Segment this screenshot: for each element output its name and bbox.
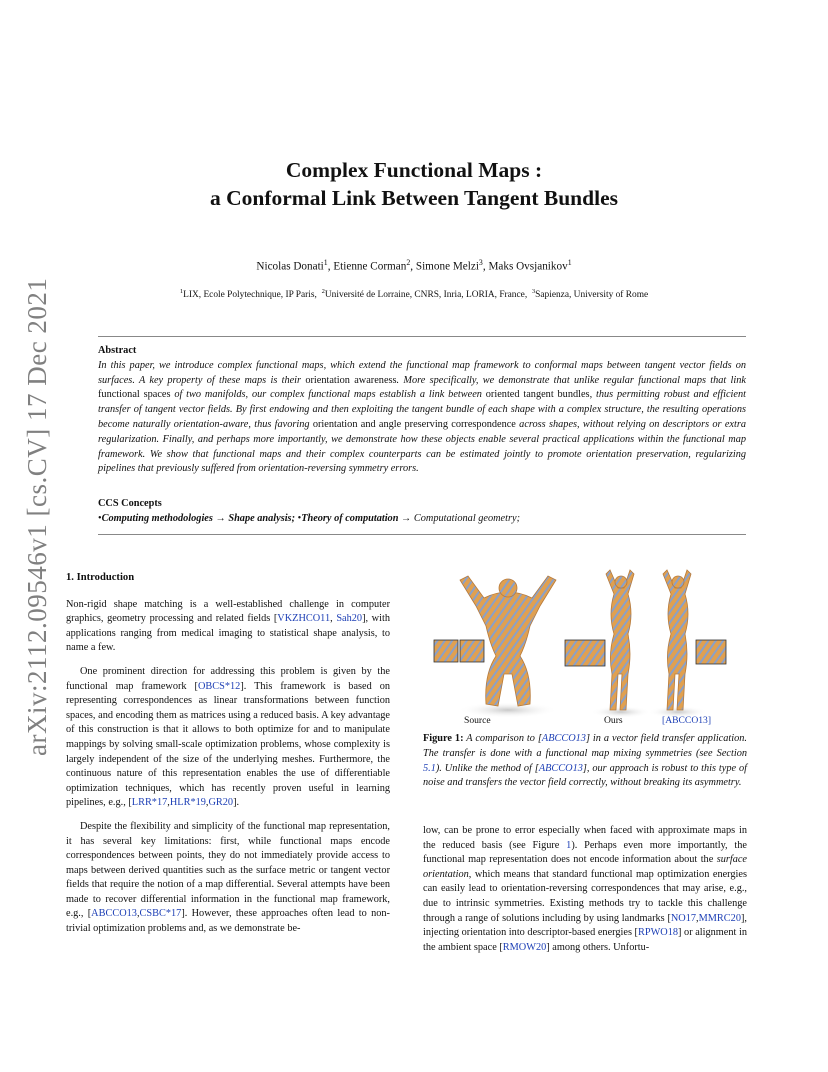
figure-label-source: Source xyxy=(464,715,491,726)
right-column xyxy=(423,824,747,964)
figure-label-reference: [ABCCO13] xyxy=(662,715,712,726)
citation-link[interactable]: Sah20 xyxy=(336,613,363,625)
paragraph: One prominent direction for addressing this problem is given by the functional map framework [OBCS*12]. This framework is based on representing correspondences as linear transformations between function spaces, and encoding them as matrices using a reduced basis. A key advantage of this construction is that it allows to both optimize for and to manipulate mappings by solving small-scale optimization problems, whose complexity is largely independent of the size of the underlying meshes. Furthermore, the continuous nature of this representation enables the use of differentiable optimization techniques, which has recently proven useful in learning pipelines, e.g., [LRR*17,HLR*19,GR20]. xyxy=(66,665,390,809)
citation-link[interactable]: CSBC*17 xyxy=(139,908,182,920)
citation-link[interactable]: VKZHCO11 xyxy=(277,613,331,625)
abstract-heading: Abstract xyxy=(98,345,137,356)
citation-link[interactable]: ABCCO13 xyxy=(91,908,137,920)
abstract-body: In this paper, we introduce complex functional maps, which extend the functional map framework to conformal maps between tangent vector fields on surfaces. A key property of these maps is their orientation awareness. More specifically, we demonstrate that unlike regular functional maps that link functional spaces of two manifolds, our complex functional maps establish a link between oriented tangent bundles, thus permitting robust and efficient transfer of tangent vector fields. By first endowing and then exploiting the tangent bundle of each shape with a complex structure, the resulting operations become naturally orientation-aware, thus favoring orientation and angle preserving correspondence across shapes, without relying on descriptors or extra regularization. Finally, and perhaps more importantly, we demonstrate how these objects enable several practical applications within the functional map framework. We show that functional maps and their complex counterparts can be estimated jointly to promote orientation preservation, regularizing pipelines that previously suffered from orientation-reversing symmetry errors. xyxy=(98,359,746,475)
paper-title: Complex Functional Maps : a Conformal Link Between Tangent Bundles xyxy=(210,158,618,210)
bottom-rule xyxy=(98,534,746,535)
abstract xyxy=(98,344,746,477)
section-heading: 1. Introduction xyxy=(66,572,135,583)
top-rule xyxy=(98,336,746,337)
citation-link[interactable]: LRR*17 xyxy=(131,797,168,809)
citation-link[interactable]: HLR*19 xyxy=(169,797,206,809)
affiliations: $^1$LIX, Ecole Polytechnique, IP Paris, $^2$Université de Lorraine, CNRS, Inria, LORIA, France, $^3$Sapienza, University of Rome xyxy=(179,288,649,301)
paragraph: Non-rigid shape matching is a well-established challenge in computer graphics, geometry processing and related fields [VKZHCO11, Sah20], with applications ranging from medical imaging to statistical shape analysis, to name a few. xyxy=(66,598,390,654)
citation-link[interactable]: RMOW20 xyxy=(502,941,547,953)
figure-label-ours: Ours xyxy=(604,715,623,726)
figure-caption: Figure 1: A comparison to [ABCCO13] in a vector field transfer application. The transfer is done with a functional map mixing symmetries (see Section 5.1). Unlike the method of [ABCCO13], our approach is robust to this type of noise and transfers the vector field correctly, without breaking its asymmetry. xyxy=(423,733,748,789)
citation-link[interactable]: RPWO18 xyxy=(637,927,679,939)
figure-1-image xyxy=(424,564,748,728)
ours-woman-shape xyxy=(606,570,634,710)
paragraph: low, can be prone to error especially when faced with approximate maps in the reduced basis (see Figure 1). Perhaps even more importantly, the functional map representation does not encode information about the surface orientation, which means that standard functional map optimization energies can easily lead to orientation-reversing correspondences that may arise, e.g., due to intrinsic symmetries. Existing methods try to tackle this challenge through a range of solutions including by using landmarks [NO17,MMRC20], injecting orientation into descriptor-based energies [RPWO18] or alignment in the ambient space [RMOW20] among others. Unfortu- xyxy=(423,825,747,953)
citation-link[interactable]: OBCS*12 xyxy=(197,680,241,692)
arxiv-stamp: arXiv:2112.09546v1 [cs.CV] 17 Dec 2021 xyxy=(22,277,52,756)
reference-woman-shape xyxy=(663,570,691,710)
citation-link[interactable]: GR20 xyxy=(208,797,234,809)
ccs-concepts: CCS Concepts •Computing methodologies → Shape analysis; •Theory of computation → Computational geometry; xyxy=(98,498,520,524)
section-link[interactable]: 5.1 xyxy=(423,762,436,774)
paragraph: Despite the flexibility and simplicity of the functional map representation, it has several key limitations: first, while functional maps encode correspondences between points, they do not immediately provide access to maps between derived quantities such as the surface metric or tangent vector fields that require the notion of a map differential. Several attempts have been made to recover differential information in the functional map framework, e.g., [ABCCO13,CSBC*17]. However, these approaches often lead to non-trivial optimization problems and, as we demonstrate be- xyxy=(66,820,390,935)
citation-link[interactable]: MMRC20 xyxy=(698,912,741,924)
citation-link[interactable]: ABCCO13 xyxy=(541,733,586,744)
citation-link[interactable]: NO17 xyxy=(670,912,697,924)
author-list: Nicolas Donati$^1$, Etienne Corman$^2$, Simone Melzi$^3$, Maks Ovsjanikov$^1$ xyxy=(256,258,572,273)
left-column xyxy=(66,571,390,946)
figure-link[interactable]: 1 xyxy=(566,839,572,851)
citation-link[interactable]: ABCCO13 xyxy=(538,762,583,774)
